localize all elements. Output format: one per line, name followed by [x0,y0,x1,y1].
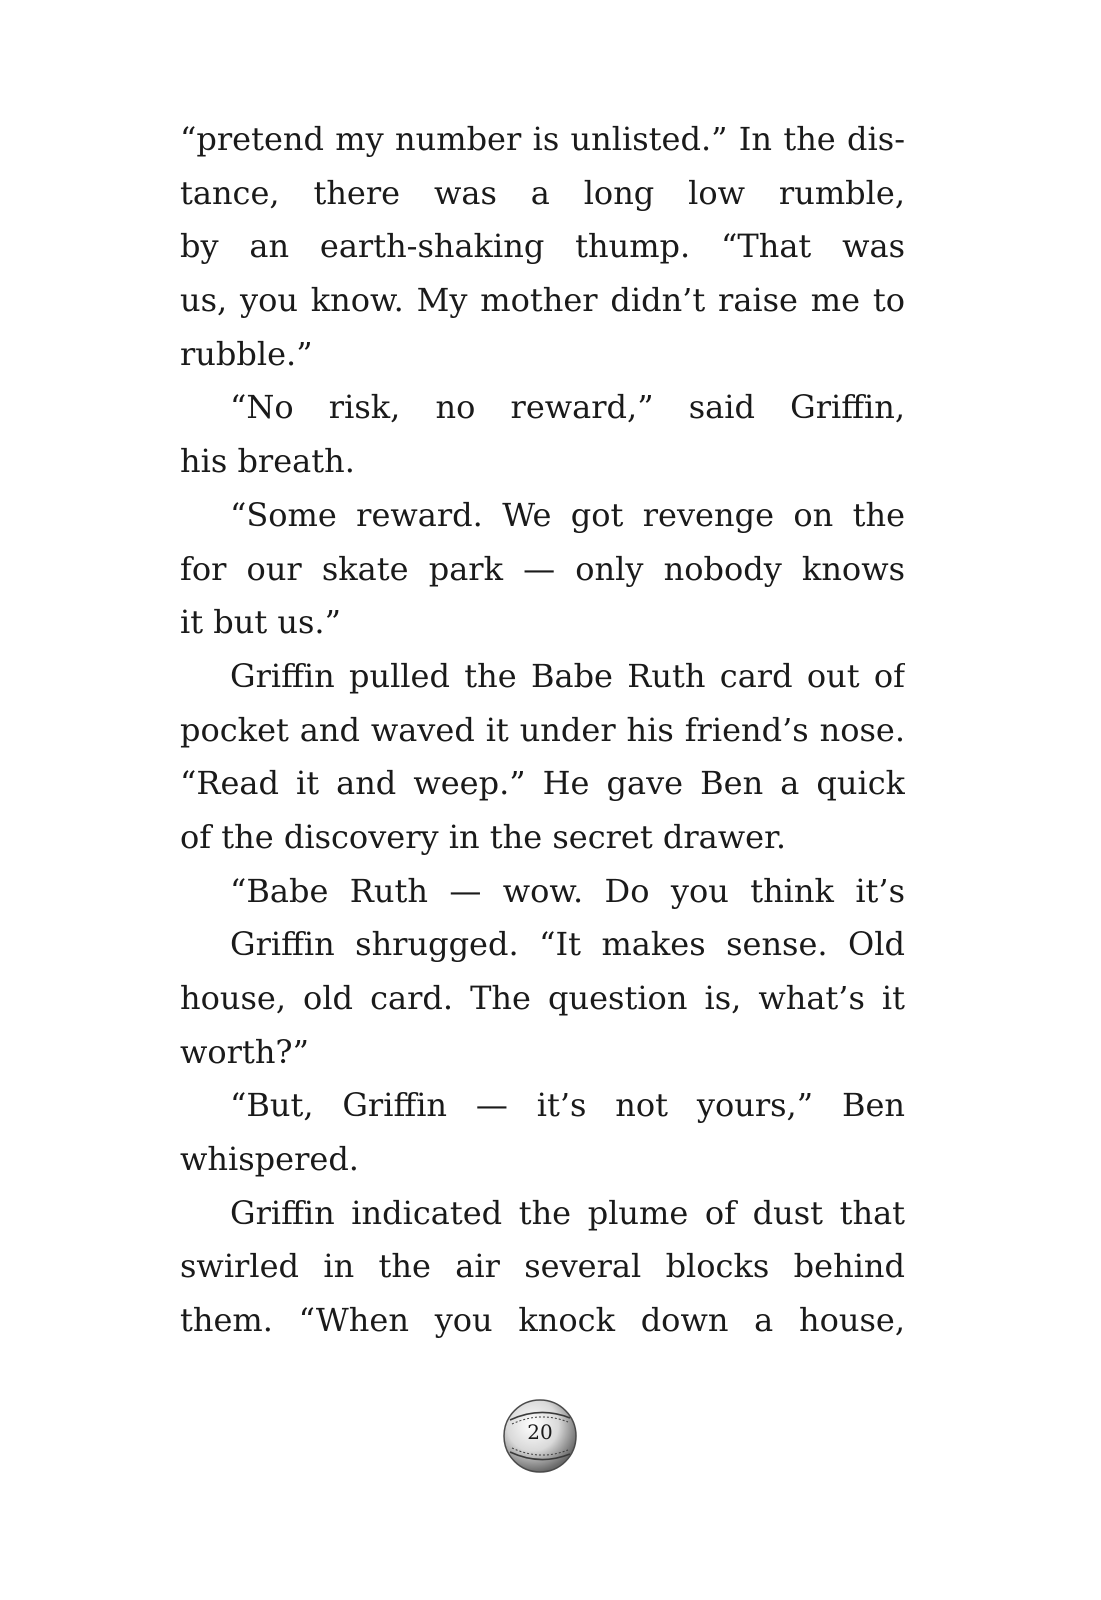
text-line: pocket and waved it under his friend’s nose. [180,710,905,749]
text-line: rubble.” [180,334,313,373]
text-line: of the discovery in the secret drawer. [180,817,787,856]
text-line: Griffin indicated the plume of dust that [230,1193,905,1232]
text-line: “But, Griffin — it’s not yours,” Ben [230,1086,905,1125]
text-line: worth?” [180,1032,309,1071]
text-line: “Babe Ruth — wow. Do you think it’s [230,871,905,910]
text-line: tance, there was a long low rumble, [180,173,905,212]
page-number: 20 [527,1420,553,1444]
text-line: them. “When you knock down a house, [180,1301,905,1340]
page-number-badge [502,1398,578,1474]
text-line: Griffin shrugged. “It makes sense. Old [230,925,905,964]
text-line: “pretend my number is unlisted.” In the dis- [180,120,905,158]
text-line: his breath. [180,442,355,481]
text-line: us, you know. My mother didn’t raise me to [180,281,905,320]
text-line: swirled in the air several blocks behind [180,1247,905,1286]
text-line: Griffin pulled the Babe Ruth card out of [230,656,905,695]
text-line: whispered. [180,1140,359,1179]
text-line: “Some reward. We got revenge on the [230,495,905,534]
text-line: house, old card. The question is, what’s it [180,979,905,1017]
body-text [180,113,905,1348]
text-line: it but us.” [180,603,341,642]
text-line: for our skate park — only nobody knows [180,549,905,588]
text-line: by an earth-shaking thump. “That was [180,227,905,266]
text-line: “No risk, no reward,” said Griffin, [230,388,905,427]
text-line: “Read it and weep.” He gave Ben a quick [180,764,905,803]
